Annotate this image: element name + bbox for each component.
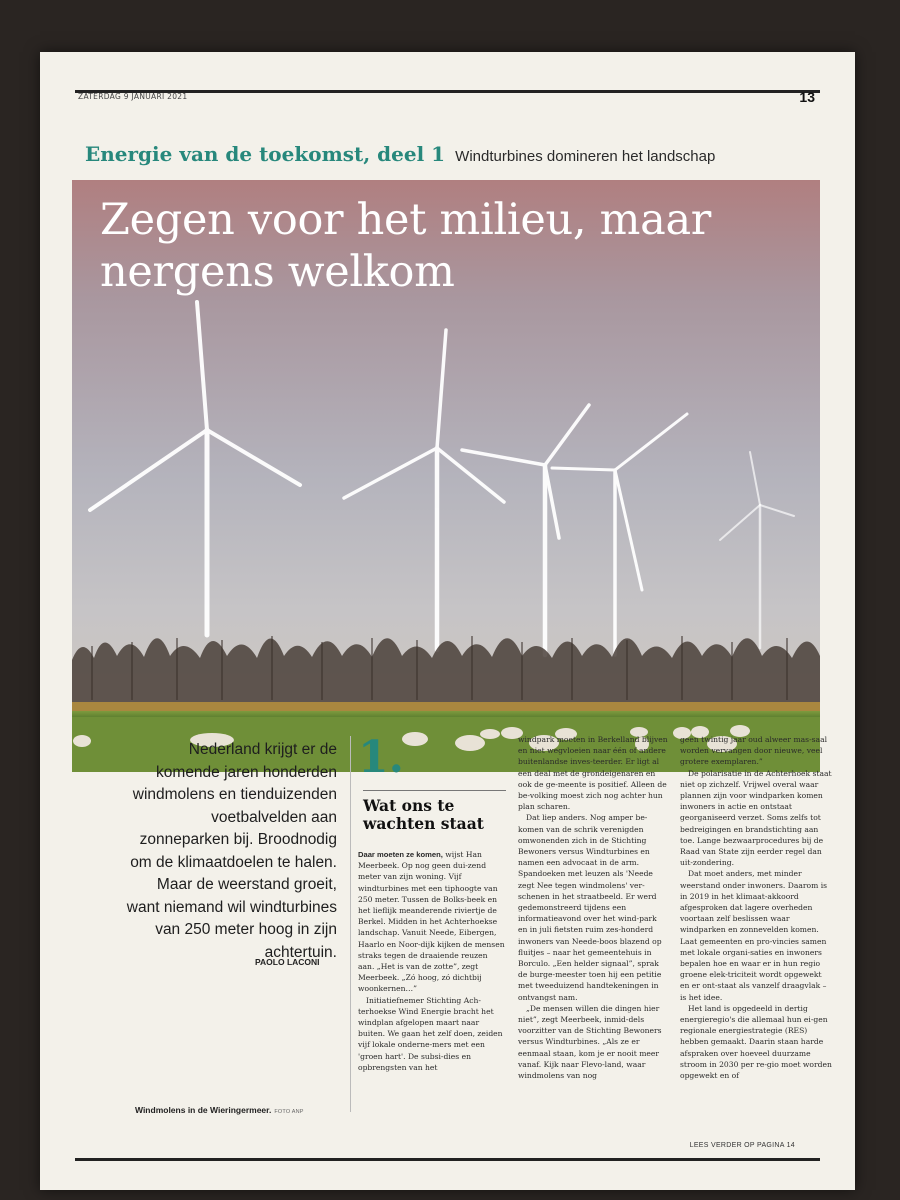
newspaper-page [40,52,855,1190]
series-title: Energie van de toekomst, deel 1 [85,142,446,166]
continued-link[interactable]: LEES VERDER OP PAGINA 14 [689,1142,795,1149]
paragraph: geen twintig jaar oud alweer mas-saal worden vervangen door nieuwe, veel grotere exemplaren.” [680,735,828,767]
paragraph: Dat liep anders. Nog amper be-komen van de schrik verenigden omwonenden zich in de Stichting Bewoners versus Windturbines en namen een advocaat in de arm. Spandoeken met leuzen als 'Neede zegt Nee tegen windmolens' ver-schenen in het straatbeeld. Er werd gedemonstreerd tijdens een informatieavond over het wind-park en in juli fietsten ruim zes-honderd inwoners van Neede-boos blazend op fluitjes – naar het gemeentehuis in Borculo. „Een helder signaal”, sprak de burge-meester toen hij een petitie met tweeduizend handtekeningen in ontvangst nam. [518,813,662,1002]
series-kicker [85,142,715,166]
paragraph: Dat moet anders, met minder weerstand onder inwoners. Daarom is in 2019 in het klimaat-akkoord afgesproken dat lagere overheden voortaan zelf beslissen waar windparken en zonnevelden komen. Laat gemeenten en pro-vincies samen met lokale organi-saties en inwoners bepalen hoe en waar er in hun regio groene elek-triciteit wordt opgewekt en er ont-staat als vanzelf draagvlak – is het idee. [680,869,828,1002]
headline: Zegen voor het milieu, maar nergens welkom [100,195,712,297]
page-number: 13 [799,89,815,105]
article-column-3 [680,734,832,1081]
section-number: 1. [358,732,404,783]
photo-credit: FOTO ANP [274,1109,304,1115]
author-byline: PAOLO LACONI [255,957,320,967]
paragraph: De polarisatie in de Achterhoek staat niet op zichzelf. Vrijwel overal waar plannen zijn voor windparken komen inwoners in actie en ontstaat georganiseerd verzet. Soms zelfs tot bedreigingen en brandstichting aan toe. Lange bezwaarprocedures bij de Raad van State zijn eerder regel dan uit-zondering. [680,768,832,868]
intro-lead: Nederland krijgt er de komende jaren honderden windmolens en tienduizenden voetbalvelden aan zonneparken bij. Broodnodig om de klimaatdoelen te halen. Maar de weerstand groeit, want niemand wil windturbines van 250 meter hoog in zijn achtertuin. [126,741,337,961]
article-column-2 [518,734,668,1081]
paragraph: windpark moeten in Berkelland blijven en niet wegvloeien naar één of andere buitenlandse inves-teerder. Er ligt al een deal met de grondeigenaren en ook de ge-meente is positief. Alleen de be-volking moest zich nog achter hun plan scharen. [518,735,668,812]
paragraph-text: wijst Han Meerbeek. Op nog geen dui-zend meter van zijn woning. Vijf windturbines met een tiphoogte van 250 meter. Tussen de Bolks-beek en het lieflijk meanderende riviertje de Berkel. Midden in het Achterhoekse landschap. Vanuit Neede, Eibergen, Haarlo en Noor-dijk kijken de mensen straks tegen de draaiende reuzen aan. „Het is van de zotte”, zegt Meerbeek. „Zó hoog, zó dichtbij woonkernen…” [358,850,505,994]
lead-in: Daar moeten ze komen, [358,850,443,859]
photo-caption [135,1105,304,1115]
paragraph: Initiatiefnemer Stichting Ach-terhoekse Wind Energie bracht het windplan afgelopen maart naar buiten. We gaan het zelf doen, zeiden vijf lokale onderne-mers met een 'groen hart'. De subsi-dies en opbrengsten van het [358,995,503,1072]
footer-rule [75,1158,820,1161]
series-subtitle: Windturbines domineren het landschap [455,148,716,165]
paragraph: Het land is opgedeeld in dertig energieregio's die allemaal hun ei-gen regionale energiestrategie (RES) hebben gemaakt. Daarin staan harde afspraken over hoeveel duurzame stroom in 2030 per re-gio moet worden opgewekt en of [680,1003,832,1081]
paragraph [358,849,506,995]
article-column-1 [358,732,506,1073]
paragraph: „De mensen willen die dingen hier niet”, zegt Meerbeek, inmid-dels voorzitter van de Stichting Bewoners versus Windturbines. „Als ze er eenmaal staan, kom je er nooit meer vanaf. Kijk naar Flevo-land, waar windmolens van nog [518,1003,662,1081]
issue-date: ZATERDAG 9 JANUARI 2021 [78,92,188,101]
column-1-body [358,849,506,1073]
section-title: Wat ons te wachten staat [363,790,506,833]
column-divider [350,736,351,1112]
caption-text: Windmolens in de Wieringermeer. [135,1105,272,1115]
